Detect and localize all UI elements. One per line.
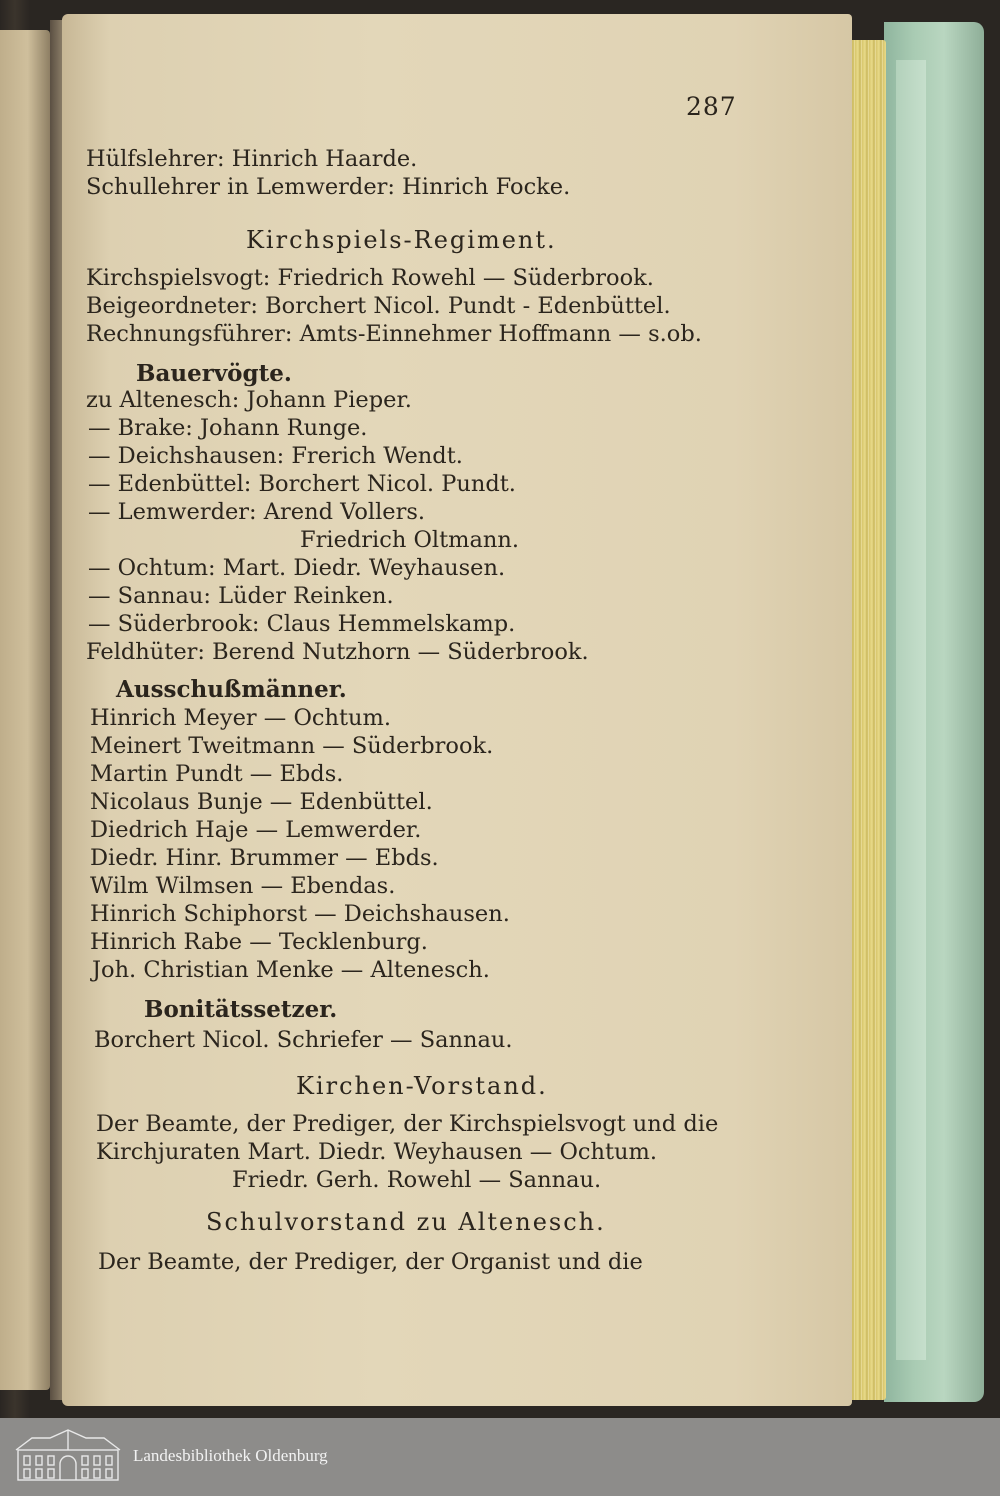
text-line: Joh. Christian Menke — Altenesch. xyxy=(92,957,490,983)
text-line: — Edenbüttel: Borchert Nicol. Pundt. xyxy=(88,471,516,497)
text-line: — Süderbrook: Claus Hemmelskamp. xyxy=(88,611,516,637)
text-line: Beigeordneter: Borchert Nicol. Pundt - Edenbüttel. xyxy=(86,293,671,319)
text-line: Diedrich Haje — Lemwerder. xyxy=(90,817,422,843)
text-line: Martin Pundt — Ebds. xyxy=(90,761,344,787)
text-line: — Lemwerder: Arend Vollers. xyxy=(88,499,426,525)
text-line: Hinrich Schiphorst — Deichshausen. xyxy=(90,901,510,927)
text-line: Rechnungsführer: Amts-Einnehmer Hoffmann — s.ob. xyxy=(86,321,702,347)
text-line: — Deichshausen: Frerich Wendt. xyxy=(88,443,463,469)
section-heading: Schulvorstand zu Altenesch. xyxy=(206,1208,606,1236)
text-line: Nicolaus Bunje — Edenbüttel. xyxy=(90,789,433,815)
text-line: — Brake: Johann Runge. xyxy=(88,415,368,441)
text-line: Feldhüter: Berend Nutzhorn — Süderbrook. xyxy=(86,639,589,665)
text-line: Friedrich Oltmann. xyxy=(300,527,520,553)
page-block-edge xyxy=(848,40,886,1400)
footer-bar xyxy=(0,1418,1000,1496)
section-heading: Bauervögte. xyxy=(136,360,292,387)
text-line: Hülfslehrer: Hinrich Haarde. xyxy=(86,146,418,172)
text-line: Schullehrer in Lemwerder: Hinrich Focke. xyxy=(86,174,571,200)
cover-edge-green-inner xyxy=(896,60,926,1360)
text-line: zu Altenesch: Johann Pieper. xyxy=(86,387,412,413)
text-line: Hinrich Rabe — Tecklenburg. xyxy=(90,929,428,955)
text-line: — Ochtum: Mart. Diedr. Weyhausen. xyxy=(88,555,506,581)
section-heading: Ausschußmänner. xyxy=(116,676,347,703)
text-line: Kirchspielsvogt: Friedrich Rowehl — Süderbrook. xyxy=(86,265,654,291)
left-page-edge xyxy=(0,30,50,1390)
section-heading: Bonitätssetzer. xyxy=(144,996,338,1023)
text-line: Friedr. Gerh. Rowehl — Sannau. xyxy=(232,1167,602,1193)
library-building-icon xyxy=(12,1428,124,1484)
text-line: Meinert Tweitmann — Süderbrook. xyxy=(90,733,494,759)
text-line: — Sannau: Lüder Reinken. xyxy=(88,583,394,609)
section-heading: Kirchspiels-Regiment. xyxy=(246,226,557,254)
text-line: Borchert Nicol. Schriefer — Sannau. xyxy=(94,1027,513,1053)
text-line: Hinrich Meyer — Ochtum. xyxy=(90,705,392,731)
text-line: Wilm Wilmsen — Ebendas. xyxy=(90,873,396,899)
text-line: Diedr. Hinr. Brummer — Ebds. xyxy=(90,845,439,871)
page-number: 287 xyxy=(686,92,737,121)
text-line: Der Beamte, der Prediger, der Kirchspielsvogt und die xyxy=(96,1111,719,1137)
section-heading: Kirchen-Vorstand. xyxy=(296,1072,548,1100)
library-name[interactable]: Landesbibliothek Oldenburg xyxy=(133,1446,328,1465)
text-line: Der Beamte, der Prediger, der Organist und die xyxy=(98,1249,643,1275)
text-line: Kirchjuraten Mart. Diedr. Weyhausen — Ochtum. xyxy=(96,1139,658,1165)
